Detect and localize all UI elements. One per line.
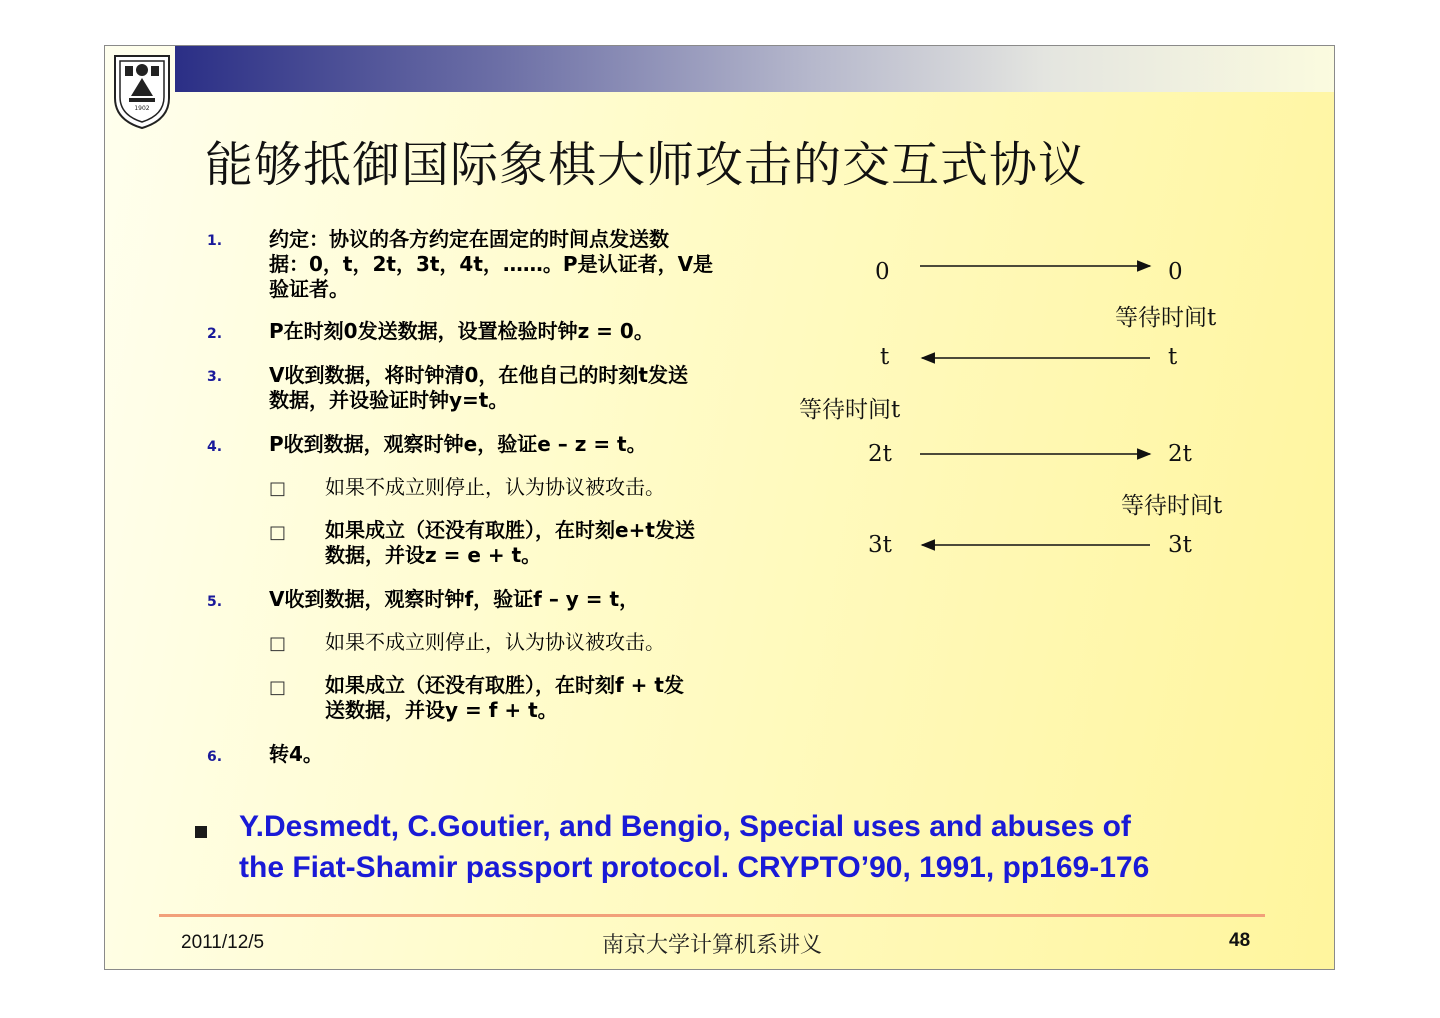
- svg-text:1902: 1902: [134, 105, 150, 112]
- wait-label: 等待时间t: [1121, 493, 1223, 519]
- step-text: 转4。: [269, 742, 323, 766]
- step-number: 1.: [207, 233, 223, 249]
- left-time-label: 0: [875, 259, 890, 285]
- step-text: V收到数据，将时钟清0，在他自己的时刻t发送 数据，并设验证时钟y=t。: [269, 363, 688, 412]
- footer-divider: [159, 914, 1265, 917]
- sub-step-text: 如果不成立则停止，认为协议被攻击。: [325, 475, 665, 499]
- step-text: P在时刻0发送数据，设置检验时钟z = 0。: [269, 319, 654, 343]
- sub-step-text: 如果成立（还没有取胜），在时刻f + t发 送数据，并设y = f + t。: [325, 673, 684, 722]
- step-number: 2.: [207, 326, 223, 342]
- reference-citation: Y.Desmedt, C.Goutier, and Bengio, Special uses and abuses of the Fiat-Shamir passport protocol. CRYPTO’90, 1991, pp169-176: [239, 810, 1150, 884]
- left-time-label: t: [880, 344, 890, 370]
- right-time-label: 0: [1168, 259, 1183, 285]
- step-text: 约定：协议的各方约定在固定的时间点发送数 据：0，t，2t，3t，4t，……。P是认证者，V是 验证者。: [269, 227, 714, 301]
- step-text: P收到数据，观察时钟e，验证e – z = t。: [269, 432, 647, 456]
- footer-date: 2011/12/5: [181, 932, 265, 953]
- step-number: 5.: [207, 594, 223, 610]
- step-text: V收到数据，观察时钟f，验证f – y = t，: [269, 587, 640, 611]
- step-number: 6.: [207, 749, 223, 765]
- right-time-label: 2t: [1168, 441, 1192, 467]
- sub-step-text: 如果成立（还没有取胜），在时刻e+t发送 数据，并设z = e + t。: [325, 518, 695, 567]
- step-number: 3.: [207, 369, 223, 385]
- right-time-label: t: [1168, 344, 1178, 370]
- left-time-label: 2t: [868, 441, 892, 467]
- wait-label: 等待时间t: [799, 397, 901, 423]
- slide: [104, 45, 1335, 970]
- sub-bullet-icon: □: [269, 522, 287, 543]
- right-time-label: 3t: [1168, 532, 1192, 558]
- footer-course-name: 南京大学计算机系讲义: [602, 933, 823, 958]
- step-number: 4.: [207, 439, 223, 455]
- sub-step-text: 如果不成立则停止，认为协议被攻击。: [325, 630, 665, 654]
- sub-bullet-icon: □: [269, 633, 287, 654]
- sub-bullet-icon: □: [269, 478, 287, 499]
- page-number: 48: [1229, 930, 1251, 951]
- left-time-label: 3t: [868, 532, 892, 558]
- square-bullet-icon: [195, 826, 207, 838]
- sub-bullet-icon: □: [269, 677, 287, 698]
- wait-label: 等待时间t: [1115, 305, 1217, 331]
- page-title: 能够抵御国际象棋大师攻击的交互式协议: [205, 137, 1088, 193]
